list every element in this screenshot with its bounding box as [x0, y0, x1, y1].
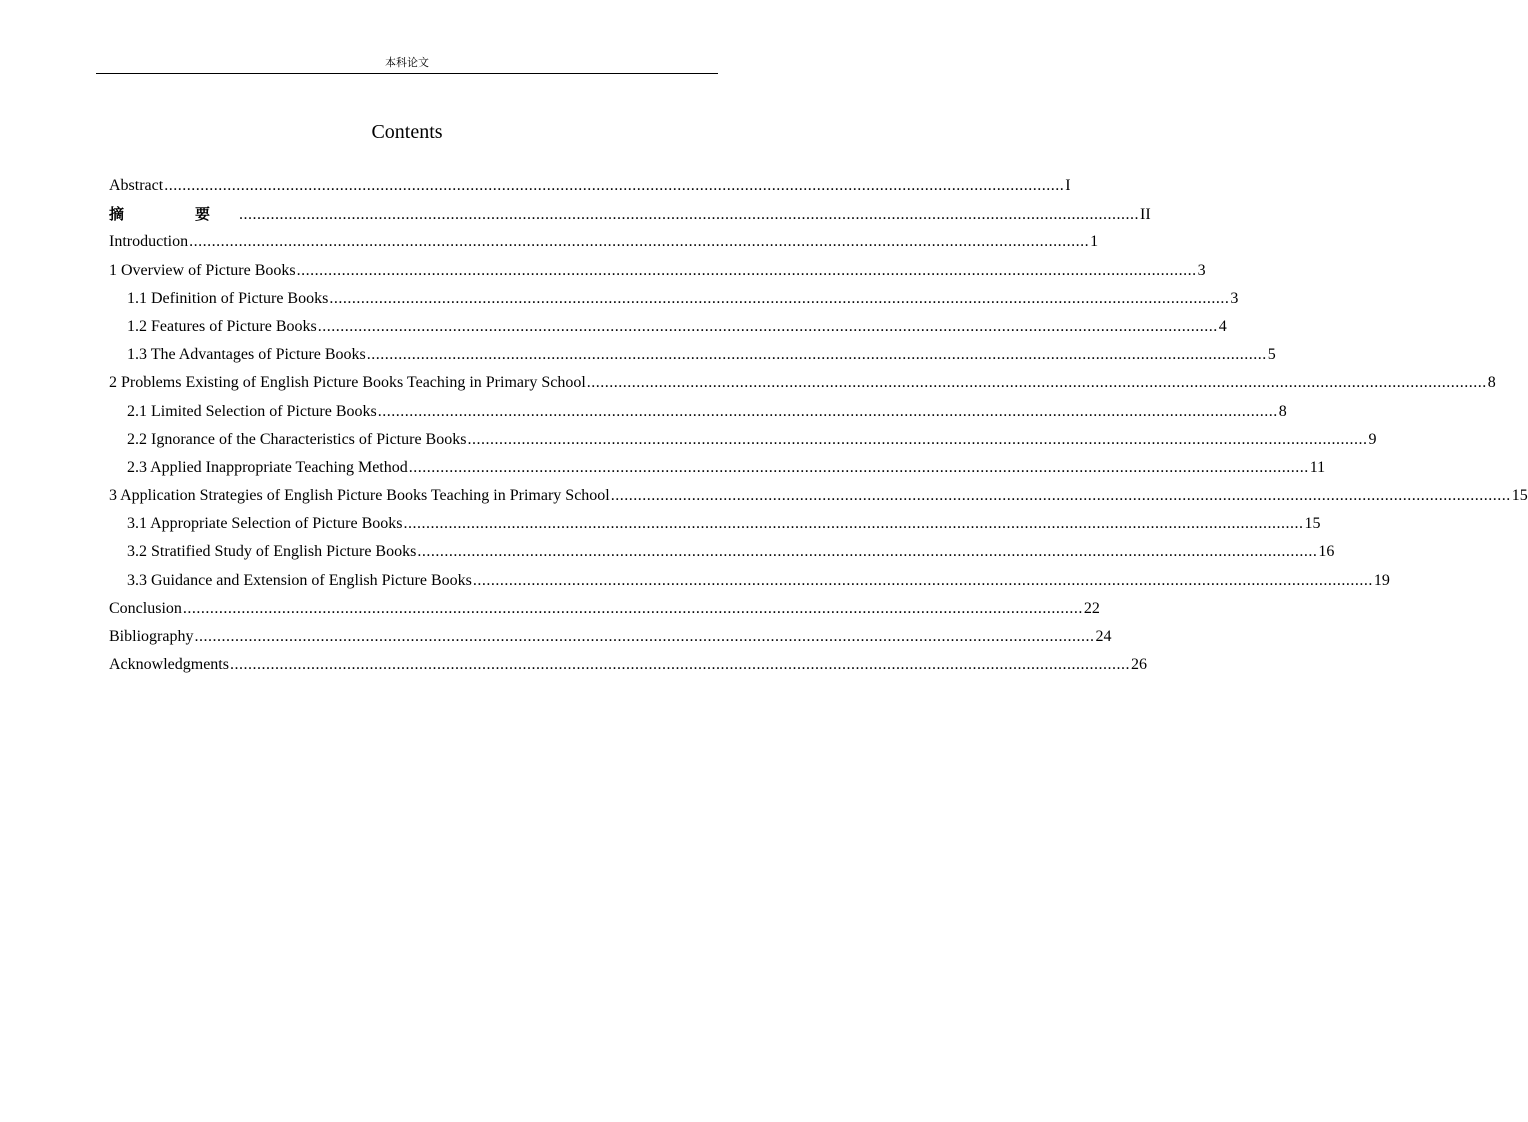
toc-entry-label: 3.1 Appropriate Selection of Picture Books — [127, 515, 403, 533]
toc-entry-section-2-2[interactable] — [109, 426, 1377, 454]
toc-entry-page: 15 — [1304, 515, 1321, 533]
toc-entry-label: 摘 要 — [109, 205, 239, 224]
table-of-contents — [109, 172, 1528, 679]
toc-dot-leader: ........................................................................................................................................................................................................ — [164, 177, 1065, 194]
toc-entry-label: 2.1 Limited Selection of Picture Books — [127, 402, 377, 420]
toc-entry-page: 22 — [1083, 599, 1100, 617]
toc-dot-leader: ........................................................................................................................................................................................................ — [229, 656, 1130, 674]
toc-dot-leader: ........................................................................................................................................................................................................ — [296, 261, 1197, 279]
toc-entry-page: II — [1140, 206, 1151, 224]
toc-dot-leader: ........................................................................................................................................................................................................ — [377, 402, 1278, 420]
toc-dot-leader: ........................................................................................................................................................................................................ — [317, 317, 1218, 335]
toc-entry-introduction[interactable] — [109, 228, 1099, 256]
header-rule — [96, 73, 718, 74]
toc-entry-label: 1.1 Definition of Picture Books — [127, 289, 329, 307]
toc-entry-page: 11 — [1309, 458, 1326, 476]
toc-entry-label: 1.3 The Advantages of Picture Books — [127, 346, 366, 364]
toc-entry-label: Bibliography — [109, 628, 194, 645]
toc-dot-leader: ........................................................................................................................................................................................................ — [239, 206, 1140, 224]
toc-dot-leader: ........................................................................................................................................................................................................ — [182, 599, 1083, 617]
toc-entry-page: 15 — [1511, 487, 1528, 505]
toc-entry-page: 26 — [1130, 656, 1147, 674]
toc-entry-label: 1.2 Features of Picture Books — [127, 317, 317, 335]
toc-entry-page: 16 — [1318, 543, 1335, 561]
toc-entry-section-1-1[interactable] — [109, 285, 1239, 313]
toc-entry-label: Acknowledgments — [109, 656, 229, 674]
toc-dot-leader: ........................................................................................................................................................................................................ — [403, 515, 1304, 533]
toc-entry-page: 24 — [1095, 628, 1112, 645]
page-header: 本科论文 — [385, 57, 429, 69]
toc-entry-bibliography[interactable] — [109, 623, 1112, 651]
toc-entry-section-3-1[interactable] — [109, 510, 1321, 538]
toc-dot-leader: ........................................................................................................................................................................................................ — [366, 346, 1267, 364]
toc-entry-label: 2.3 Applied Inappropriate Teaching Method — [127, 458, 408, 476]
toc-entry-page: 9 — [1368, 430, 1377, 448]
toc-dot-leader: ........................................................................................................................................................................................................ — [194, 628, 1095, 645]
toc-entry-label: 3 Application Strategies of English Picture Books Teaching in Primary School — [109, 487, 610, 505]
toc-entry-section-1-2[interactable] — [109, 313, 1227, 341]
toc-entry-label: 1 Overview of Picture Books — [109, 261, 296, 279]
toc-dot-leader: ........................................................................................................................................................................................................ — [408, 458, 1309, 476]
toc-dot-leader: ........................................................................................................................................................................................................ — [586, 374, 1487, 392]
toc-entry-label: Abstract — [109, 177, 164, 194]
toc-entry-label: 2.2 Ignorance of the Characteristics of Picture Books — [127, 430, 467, 448]
toc-entry-page: 8 — [1278, 402, 1287, 420]
toc-entry-section-2-1[interactable] — [109, 398, 1287, 426]
toc-dot-leader: ........................................................................................................................................................................................................ — [189, 233, 1090, 251]
toc-entry-acknowledgments[interactable] — [109, 651, 1147, 679]
toc-entry-label: 3.3 Guidance and Extension of English Picture Books — [127, 571, 472, 589]
toc-entry-chinese-abstract[interactable] — [109, 200, 1151, 228]
toc-entry-page: 5 — [1267, 346, 1276, 364]
toc-entry-conclusion[interactable] — [109, 595, 1100, 623]
toc-entry-page: 8 — [1487, 374, 1496, 392]
toc-entry-label: Introduction — [109, 233, 189, 251]
toc-dot-leader: ........................................................................................................................................................................................................ — [467, 430, 1368, 448]
toc-entry-label: Conclusion — [109, 599, 182, 617]
toc-dot-leader: ........................................................................................................................................................................................................ — [417, 543, 1318, 561]
toc-entry-page: 19 — [1373, 571, 1390, 589]
contents-title: Contents — [371, 121, 443, 143]
toc-entry-abstract[interactable] — [109, 172, 1071, 200]
toc-entry-label: 2 Problems Existing of English Picture Books Teaching in Primary School — [109, 374, 586, 392]
toc-entry-label: 3.2 Stratified Study of English Picture Books — [127, 543, 417, 561]
toc-dot-leader: ........................................................................................................................................................................................................ — [610, 487, 1511, 505]
toc-entry-page: 3 — [1230, 289, 1239, 307]
toc-entry-section-1-3[interactable] — [109, 341, 1276, 369]
toc-entry-page: I — [1065, 177, 1071, 194]
toc-entry-section-3-2[interactable] — [109, 538, 1335, 566]
toc-entry-page: 4 — [1218, 317, 1227, 335]
toc-entry-section-2-3[interactable] — [109, 454, 1326, 482]
toc-entry-chapter-3[interactable] — [109, 482, 1528, 510]
toc-dot-leader: ........................................................................................................................................................................................................ — [329, 289, 1230, 307]
toc-entry-section-3-3[interactable] — [109, 567, 1390, 595]
toc-entry-page: 1 — [1090, 233, 1099, 251]
toc-entry-chapter-1[interactable] — [109, 257, 1206, 285]
toc-entry-page: 3 — [1197, 261, 1206, 279]
toc-entry-chapter-2[interactable] — [109, 369, 1496, 397]
toc-dot-leader: ........................................................................................................................................................................................................ — [472, 571, 1373, 589]
